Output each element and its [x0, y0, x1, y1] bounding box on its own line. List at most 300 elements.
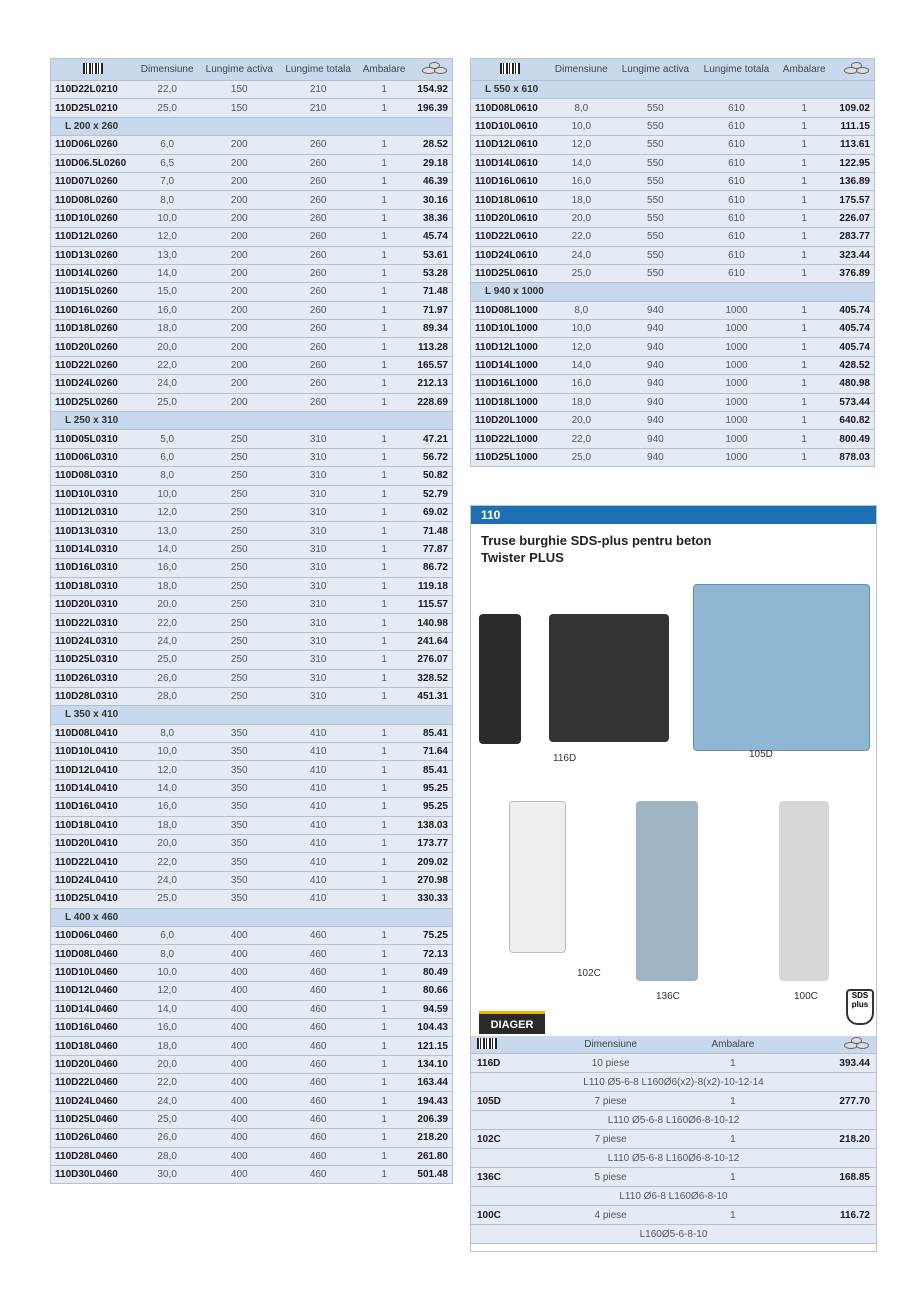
packaging: 1 — [357, 1018, 411, 1036]
dimension: 14,0 — [135, 264, 199, 282]
active-length: 940 — [614, 393, 696, 411]
dimension: 8,0 — [135, 724, 199, 742]
product-code: 110D10L0610 — [471, 117, 549, 135]
price: 136.89 — [832, 172, 875, 190]
packaging: 1 — [357, 926, 411, 944]
active-length: 940 — [614, 356, 696, 374]
price: 241.64 — [411, 632, 452, 650]
table-row — [51, 1147, 453, 1165]
price: 28.52 — [411, 136, 452, 154]
header-lungime-activa: Lungime activa — [614, 59, 696, 81]
table-row — [471, 356, 875, 374]
price: 276.07 — [411, 651, 452, 669]
price: 405.74 — [832, 320, 875, 338]
packaging: 1 — [357, 485, 411, 503]
set-description-row — [471, 1187, 876, 1206]
price: 428.52 — [832, 356, 875, 374]
packaging: 1 — [777, 301, 832, 319]
dimension: 10,0 — [548, 320, 614, 338]
price: 277.70 — [789, 1092, 876, 1111]
image-label-136c: 136C — [656, 991, 680, 1002]
header-lungime-totala: Lungime totala — [696, 59, 776, 81]
active-length: 200 — [199, 228, 279, 246]
product-code: 110D12L0460 — [51, 982, 135, 1000]
active-length: 200 — [199, 209, 279, 227]
group-label: L 550 x 610 — [471, 81, 875, 99]
table-row — [51, 890, 453, 908]
total-length: 260 — [279, 301, 357, 319]
dimension: 24,0 — [548, 246, 614, 264]
total-length: 260 — [279, 154, 357, 172]
product-code: 110D24L0610 — [471, 246, 549, 264]
active-length: 200 — [199, 136, 279, 154]
total-length: 1000 — [696, 301, 776, 319]
price: 194.43 — [411, 1092, 452, 1110]
product-code: 110D28L0310 — [51, 687, 135, 705]
product-code: 110D06.5L0260 — [51, 154, 135, 172]
product-code: 110D22L0410 — [51, 853, 135, 871]
product-code: 110D25L0460 — [51, 1110, 135, 1128]
active-length: 350 — [199, 761, 279, 779]
set-row — [471, 1130, 876, 1149]
set-pieces: 10 piese — [544, 1054, 676, 1073]
table-row — [51, 651, 453, 669]
price: 46.39 — [411, 172, 452, 190]
packaging: 1 — [357, 81, 411, 99]
price: 111.15 — [832, 117, 875, 135]
active-length: 350 — [199, 798, 279, 816]
total-length: 460 — [279, 1092, 357, 1110]
packaging: 1 — [677, 1130, 789, 1149]
table-row — [51, 154, 453, 172]
image-label-116d: 116D — [553, 753, 577, 764]
set-pieces: 7 piese — [544, 1092, 676, 1111]
price: 163.44 — [411, 1074, 452, 1092]
total-length: 410 — [279, 816, 357, 834]
table-row — [51, 99, 453, 117]
table-row — [51, 614, 453, 632]
packaging: 1 — [357, 467, 411, 485]
dimension: 16,0 — [135, 798, 199, 816]
header-dimensiune: Dimensiune — [544, 1036, 676, 1054]
packaging: 1 — [357, 136, 411, 154]
table-row — [51, 798, 453, 816]
total-length: 260 — [279, 136, 357, 154]
set-code: 136C — [471, 1168, 544, 1187]
active-length: 250 — [199, 559, 279, 577]
table-row — [51, 485, 453, 503]
packaging: 1 — [777, 99, 832, 117]
table-row — [51, 1074, 453, 1092]
active-length: 250 — [199, 522, 279, 540]
table-row — [471, 117, 875, 135]
packaging: 1 — [357, 1110, 411, 1128]
set-description: L110 Ø5-6-8 L160Ø6(x2)-8(x2)-10-12-14 — [471, 1073, 876, 1092]
table-row — [51, 559, 453, 577]
active-length: 550 — [614, 136, 696, 154]
total-length: 260 — [279, 191, 357, 209]
total-length: 410 — [279, 779, 357, 797]
group-header-row — [51, 412, 453, 430]
product-code: 110D18L0410 — [51, 816, 135, 834]
total-length: 610 — [696, 154, 776, 172]
dimension: 25,0 — [548, 264, 614, 282]
dimension: 16,0 — [548, 172, 614, 190]
dimension: 8,0 — [548, 301, 614, 319]
packaging: 1 — [777, 412, 832, 430]
price: 218.20 — [411, 1129, 452, 1147]
product-code: 110D16L0460 — [51, 1018, 135, 1036]
price: 168.85 — [789, 1168, 876, 1187]
dimension: 18,0 — [135, 1037, 199, 1055]
total-length: 310 — [279, 430, 357, 448]
badge-sds-text: SDS — [851, 991, 869, 1000]
price: 95.25 — [411, 798, 452, 816]
set-row — [471, 1092, 876, 1111]
packaging: 1 — [777, 117, 832, 135]
product-code: 110D20L1000 — [471, 412, 549, 430]
table-row — [471, 136, 875, 154]
price: 53.28 — [411, 264, 452, 282]
product-code: 110D18L0310 — [51, 577, 135, 595]
product-code: 110D25L0610 — [471, 264, 549, 282]
table-row — [471, 412, 875, 430]
packaging: 1 — [777, 191, 832, 209]
price: 226.07 — [832, 209, 875, 227]
product-image-105d — [693, 584, 870, 751]
packaging: 1 — [357, 1000, 411, 1018]
product-code: 110D18L0460 — [51, 1037, 135, 1055]
dimension: 18,0 — [548, 191, 614, 209]
price: 175.57 — [832, 191, 875, 209]
table-row — [471, 448, 875, 466]
product-code: 110D13L0310 — [51, 522, 135, 540]
total-length: 310 — [279, 540, 357, 558]
price: 212.13 — [411, 375, 452, 393]
active-length: 400 — [199, 926, 279, 944]
product-code: 110D26L0310 — [51, 669, 135, 687]
packaging: 1 — [357, 853, 411, 871]
active-length: 250 — [199, 577, 279, 595]
table-row — [51, 301, 453, 319]
packaging: 1 — [357, 393, 411, 411]
table-row — [51, 945, 453, 963]
total-length: 260 — [279, 209, 357, 227]
barcode-icon — [471, 59, 549, 81]
total-length: 410 — [279, 761, 357, 779]
product-image-100c — [779, 801, 829, 981]
table-row — [51, 430, 453, 448]
price: 451.31 — [411, 687, 452, 705]
active-length: 200 — [199, 301, 279, 319]
table-row — [51, 669, 453, 687]
table-row — [51, 743, 453, 761]
product-code: 110D10L0410 — [51, 743, 135, 761]
set-row — [471, 1168, 876, 1187]
product-code: 110D20L0460 — [51, 1055, 135, 1073]
active-length: 250 — [199, 503, 279, 521]
dimension: 10,0 — [135, 485, 199, 503]
total-length: 210 — [279, 81, 357, 99]
packaging: 1 — [357, 890, 411, 908]
packaging: 1 — [357, 172, 411, 190]
active-length: 400 — [199, 1092, 279, 1110]
active-length: 400 — [199, 1018, 279, 1036]
image-label-100c: 100C — [794, 991, 818, 1002]
product-code: 110D15L0260 — [51, 283, 135, 301]
price: 71.64 — [411, 743, 452, 761]
product-code: 110D14L0410 — [51, 779, 135, 797]
product-code: 110D12L0260 — [51, 228, 135, 246]
total-length: 310 — [279, 595, 357, 613]
product-code: 110D25L0260 — [51, 393, 135, 411]
image-label-105d: 105D — [749, 749, 773, 760]
product-code: 110D20L0410 — [51, 835, 135, 853]
active-length: 150 — [199, 99, 279, 117]
price: 393.44 — [789, 1054, 876, 1073]
price-coins-icon — [411, 59, 452, 81]
price: 116.72 — [789, 1206, 876, 1225]
total-length: 410 — [279, 798, 357, 816]
packaging: 1 — [777, 320, 832, 338]
packaging: 1 — [357, 816, 411, 834]
product-code: 110D30L0460 — [51, 1166, 135, 1184]
packaging: 1 — [357, 503, 411, 521]
packaging: 1 — [777, 430, 832, 448]
price: 878.03 — [832, 448, 875, 466]
dimension: 22,0 — [135, 356, 199, 374]
price: 573.44 — [832, 393, 875, 411]
dimension: 12,0 — [135, 228, 199, 246]
packaging: 1 — [777, 393, 832, 411]
active-length: 940 — [614, 320, 696, 338]
dimension: 16,0 — [135, 559, 199, 577]
total-length: 610 — [696, 191, 776, 209]
table-row — [471, 338, 875, 356]
dimension: 20,0 — [548, 209, 614, 227]
product-image-136c — [636, 801, 698, 981]
active-length: 550 — [614, 264, 696, 282]
packaging: 1 — [777, 228, 832, 246]
dimension: 13,0 — [135, 246, 199, 264]
table-row — [51, 264, 453, 282]
active-length: 550 — [614, 191, 696, 209]
price: 50.82 — [411, 467, 452, 485]
product-code: 110D20L0310 — [51, 595, 135, 613]
total-length: 460 — [279, 945, 357, 963]
dimension: 22,0 — [135, 81, 199, 99]
section-title-line2: Twister PLUS — [481, 550, 564, 565]
total-length: 410 — [279, 853, 357, 871]
product-code: 110D10L0310 — [51, 485, 135, 503]
packaging: 1 — [357, 154, 411, 172]
product-code: 110D13L0260 — [51, 246, 135, 264]
dimension: 14,0 — [135, 540, 199, 558]
table-row — [51, 136, 453, 154]
product-code: 110D18L0260 — [51, 320, 135, 338]
product-code: 110D25L0410 — [51, 890, 135, 908]
table-row — [51, 1166, 453, 1184]
table-row — [51, 687, 453, 705]
price: 109.02 — [832, 99, 875, 117]
active-length: 250 — [199, 687, 279, 705]
active-length: 350 — [199, 871, 279, 889]
packaging: 1 — [357, 99, 411, 117]
packaging: 1 — [777, 375, 832, 393]
total-length: 310 — [279, 614, 357, 632]
product-code: 110D08L0310 — [51, 467, 135, 485]
packaging: 1 — [357, 743, 411, 761]
table-row — [471, 301, 875, 319]
dimension: 6,0 — [135, 926, 199, 944]
total-length: 310 — [279, 448, 357, 466]
price: 206.39 — [411, 1110, 452, 1128]
packaging: 1 — [357, 228, 411, 246]
product-code: 110D20L0260 — [51, 338, 135, 356]
set-description: L110 Ø5-6-8 L160Ø6-8-10-12 — [471, 1149, 876, 1168]
packaging: 1 — [677, 1092, 789, 1111]
table-row — [51, 467, 453, 485]
table-row — [51, 1110, 453, 1128]
table-row — [51, 1055, 453, 1073]
total-length: 210 — [279, 99, 357, 117]
total-length: 310 — [279, 559, 357, 577]
group-header-row — [51, 706, 453, 724]
active-length: 550 — [614, 228, 696, 246]
total-length: 260 — [279, 283, 357, 301]
product-image-116d — [479, 614, 521, 744]
set-description-row — [471, 1111, 876, 1130]
active-length: 250 — [199, 632, 279, 650]
group-label: L 250 x 310 — [51, 412, 453, 430]
price: 52.79 — [411, 485, 452, 503]
price: 104.43 — [411, 1018, 452, 1036]
dimension: 14,0 — [135, 1000, 199, 1018]
section-number: 110 — [471, 506, 876, 524]
total-length: 260 — [279, 246, 357, 264]
table-row — [51, 926, 453, 944]
product-code: 110D24L0460 — [51, 1092, 135, 1110]
dimension: 5,0 — [135, 430, 199, 448]
set-description-row — [471, 1073, 876, 1092]
product-code: 110D22L1000 — [471, 430, 549, 448]
dimension: 12,0 — [135, 761, 199, 779]
price: 270.98 — [411, 871, 452, 889]
total-length: 410 — [279, 871, 357, 889]
dimension: 25,0 — [135, 393, 199, 411]
total-length: 1000 — [696, 320, 776, 338]
price: 330.33 — [411, 890, 452, 908]
dimension: 24,0 — [135, 871, 199, 889]
total-length: 610 — [696, 264, 776, 282]
price: 85.41 — [411, 761, 452, 779]
total-length: 460 — [279, 1110, 357, 1128]
table-header — [471, 1036, 876, 1054]
active-length: 400 — [199, 963, 279, 981]
set-code: 105D — [471, 1092, 544, 1111]
price: 113.61 — [832, 136, 875, 154]
header-lungime-totala: Lungime totala — [279, 59, 357, 81]
active-length: 940 — [614, 430, 696, 448]
packaging: 1 — [357, 1147, 411, 1165]
set-description: L110 Ø5-6-8 L160Ø6-8-10-12 — [471, 1111, 876, 1130]
group-label: L 200 x 260 — [51, 117, 453, 135]
price: 115.57 — [411, 595, 452, 613]
active-length: 200 — [199, 283, 279, 301]
active-length: 250 — [199, 651, 279, 669]
price: 138.03 — [411, 816, 452, 834]
table-row — [51, 1092, 453, 1110]
packaging: 1 — [357, 338, 411, 356]
price: 89.34 — [411, 320, 452, 338]
total-length: 1000 — [696, 375, 776, 393]
diager-logo: DIAGER — [479, 1011, 545, 1034]
total-length: 310 — [279, 485, 357, 503]
price: 209.02 — [411, 853, 452, 871]
dimension: 6,0 — [135, 448, 199, 466]
total-length: 460 — [279, 1166, 357, 1184]
table-row — [51, 448, 453, 466]
product-code: 110D16L1000 — [471, 375, 549, 393]
packaging: 1 — [357, 320, 411, 338]
product-code: 110D07L0260 — [51, 172, 135, 190]
active-length: 550 — [614, 117, 696, 135]
active-length: 940 — [614, 412, 696, 430]
price: 71.97 — [411, 301, 452, 319]
active-length: 250 — [199, 595, 279, 613]
total-length: 610 — [696, 246, 776, 264]
badge-plus-text: plus — [851, 1000, 869, 1009]
product-code: 110D22L0210 — [51, 81, 135, 99]
active-length: 200 — [199, 320, 279, 338]
table-row — [51, 779, 453, 797]
section-title-line1: Truse burghie SDS-plus pentru beton — [481, 533, 712, 548]
active-length: 940 — [614, 375, 696, 393]
table-row — [471, 228, 875, 246]
dimension: 24,0 — [135, 1092, 199, 1110]
product-code: 110D16L0410 — [51, 798, 135, 816]
price: 165.57 — [411, 356, 452, 374]
product-code: 110D16L0610 — [471, 172, 549, 190]
sds-plus-badge — [846, 989, 874, 1025]
product-code: 110D14L0260 — [51, 264, 135, 282]
set-description: L110 Ø6-8 L160Ø6-8-10 — [471, 1187, 876, 1206]
packaging: 1 — [357, 283, 411, 301]
product-code: 110D08L1000 — [471, 301, 549, 319]
active-length: 350 — [199, 816, 279, 834]
set-code: 102C — [471, 1130, 544, 1149]
group-label: L 350 x 410 — [51, 706, 453, 724]
dimension: 14,0 — [135, 779, 199, 797]
table-row — [471, 99, 875, 117]
total-length: 610 — [696, 172, 776, 190]
price-coins-icon — [789, 1036, 876, 1054]
packaging: 1 — [357, 595, 411, 613]
packaging: 1 — [777, 338, 832, 356]
table-row — [51, 540, 453, 558]
product-code: 110D12L0410 — [51, 761, 135, 779]
dimension: 12,0 — [135, 982, 199, 1000]
barcode-icon — [471, 1036, 544, 1054]
packaging: 1 — [357, 246, 411, 264]
table-row — [51, 724, 453, 742]
dimension: 24,0 — [135, 375, 199, 393]
total-length: 310 — [279, 577, 357, 595]
table-row — [51, 1000, 453, 1018]
table-row — [51, 283, 453, 301]
packaging: 1 — [677, 1054, 789, 1073]
dimension: 13,0 — [135, 522, 199, 540]
